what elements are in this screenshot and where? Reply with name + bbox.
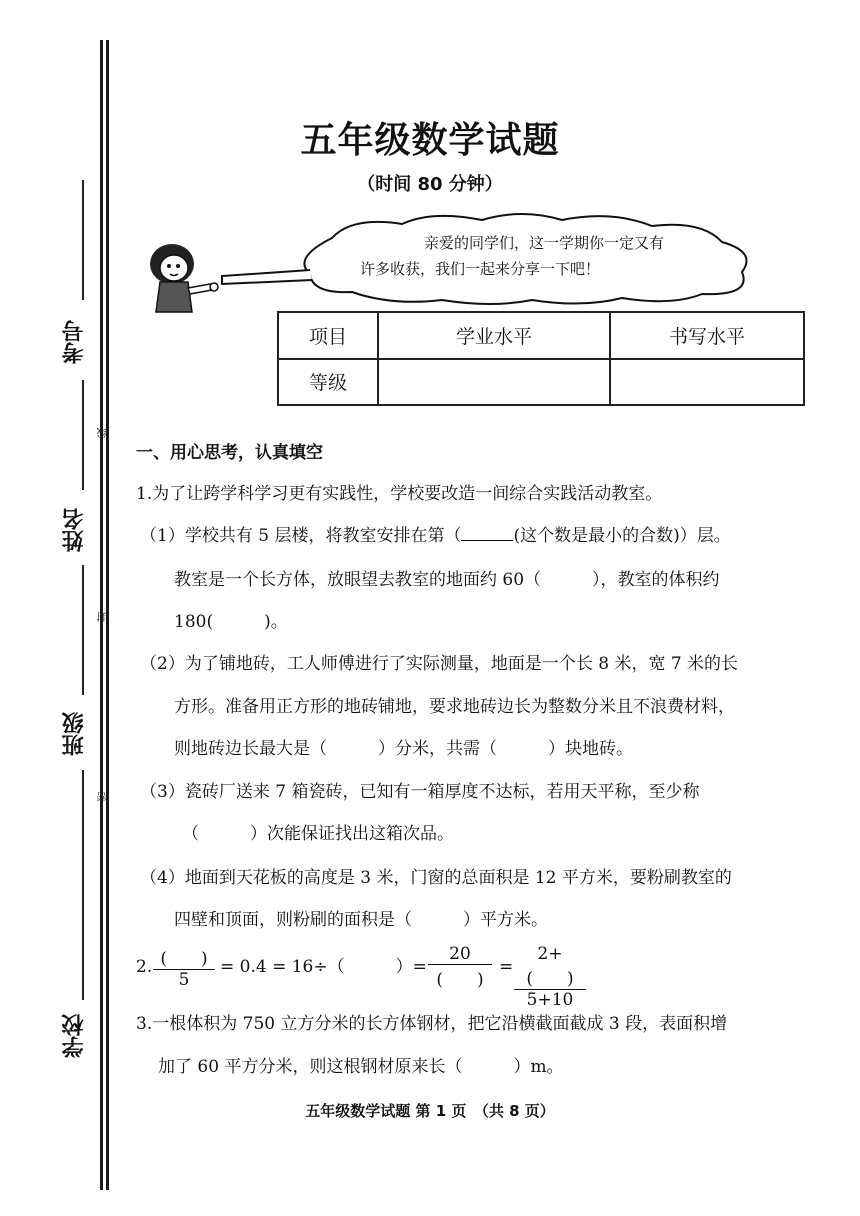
- page-subtitle: （时间 80 分钟）: [357, 174, 503, 195]
- exam-number-label: 考号: [62, 320, 87, 364]
- greeting-line-1: 亲爱的同学们，这一学期你一定又有: [424, 234, 665, 252]
- question-1-2-line-1: （2）为了铺地砖，工人师傅进行了实际测量，地面是一个长 8 米，宽 7 米的长: [140, 654, 739, 674]
- question-3-line-1: 3.一根体积为 750 立方分米的长方体钢材，把它沿横截面截成 3 段，表面积增: [136, 1014, 728, 1034]
- class-label: 班级: [62, 712, 87, 756]
- fraction-1: [153, 944, 215, 990]
- question-text: (这个数是最小的合数)）层。: [513, 526, 731, 546]
- writing-grade-cell[interactable]: [610, 359, 804, 406]
- binding-dash: [82, 770, 84, 1000]
- table-header-academic: 学业水平: [378, 312, 610, 359]
- answer-blank[interactable]: [461, 526, 513, 541]
- question-1-3-line-1: （3）瓷砖厂送来 7 箱瓷砖，已知有一箱厚度不达标，若用天平称，至少称: [140, 782, 700, 802]
- fraction-3: [514, 944, 586, 1010]
- fraction-numerator: 20: [449, 944, 471, 964]
- fraction-denominator: ( ): [428, 964, 492, 990]
- school-label: 学校: [62, 1014, 87, 1058]
- question-1-1-line-2: 教室是一个长方体，放眼望去教室的地面约 60（ ），教室的体积约: [174, 570, 720, 590]
- greeting-line-2: 许多收获，我们一起来分享一下吧！: [360, 260, 601, 278]
- binding-dash: [82, 565, 84, 695]
- binding-mark-secret: 密: [98, 792, 109, 802]
- question-2-equals: =: [499, 957, 514, 977]
- table-row-label: 等级: [278, 359, 378, 406]
- table-header-writing: 书写水平: [610, 312, 804, 359]
- fraction-numerator: 2+( ): [526, 944, 574, 989]
- name-label: 姓名: [62, 508, 87, 552]
- table-row: [278, 312, 804, 359]
- question-1-4-line-1: （4）地面到天花板的高度是 3 米，门窗的总面积是 12 平方米，要粉刷教室的: [140, 868, 732, 888]
- page-title: 五年级数学试题: [300, 120, 560, 161]
- table-row: [278, 359, 804, 406]
- question-1-2-line-2: 方形。准备用正方形的地砖铺地，要求地砖边长为整数分米且不浪费材料，: [174, 697, 735, 717]
- table-header-item: 项目: [278, 312, 378, 359]
- page-footer: 五年级数学试题 第 1 页 （共 8 页）: [305, 1102, 555, 1120]
- fraction-numerator: ( ): [160, 949, 208, 969]
- fraction-2: [428, 944, 492, 990]
- question-1-intro: 1.为了让跨学科学习更有实践性，学校要改造一间综合实践活动教室。: [136, 484, 663, 504]
- fraction-denominator: 5+10: [514, 989, 586, 1010]
- binding-mark-seal: 封: [98, 612, 109, 622]
- question-3-line-2: 加了 60 平方分米，则这根钢材原来长（ ）m。: [158, 1057, 564, 1077]
- question-2-label: 2.: [136, 957, 153, 977]
- question-1-4-line-2: 四壁和顶面，则粉刷的面积是（ ）平方米。: [174, 910, 548, 930]
- question-text: （1）学校共有 5 层楼，将教室安排在第（: [140, 526, 462, 546]
- fraction-denominator: 5: [153, 969, 215, 990]
- binding-dash: [82, 180, 84, 300]
- section-heading: 一、用心思考，认真填空: [136, 443, 323, 463]
- question-1-1-line-1: [140, 524, 731, 548]
- question-1-2-line-3: 则地砖边长最大是（ ）分米，共需（ ）块地砖。: [174, 739, 633, 759]
- binding-dash: [82, 380, 84, 490]
- academic-grade-cell[interactable]: [378, 359, 610, 406]
- question-1-1-line-3: 180( )。: [174, 612, 288, 632]
- grade-table: [277, 311, 805, 406]
- binding-mark-line: 线: [98, 428, 109, 438]
- question-2-middle: = 0.4 = 16÷（ ）=: [220, 957, 427, 977]
- question-1-3-line-2: （ ）次能保证找出这箱次品。: [182, 824, 454, 844]
